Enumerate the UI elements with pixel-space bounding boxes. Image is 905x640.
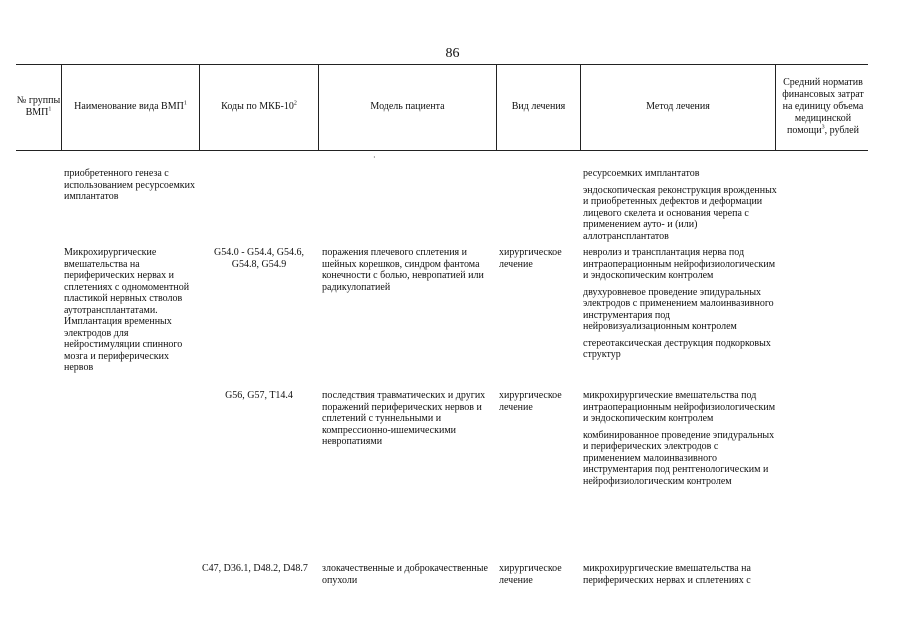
row2-patient-model: поражения плечевого сплетения и шейных корешков, синдром фантома конечности с болью, невропатией или радикулопатией: [322, 247, 484, 293]
header-cost-norm: Средний норматив финансовых затрат на единицу объема медицинской помощи$^3$, рублей: [782, 77, 864, 136]
row2-treatment-type: хирургическое лечение: [499, 247, 562, 270]
page-number: 86: [445, 46, 460, 61]
method-item: ресурсоемких имплантатов: [583, 168, 700, 179]
method-item: микрохирургические вмешательства под интраоперационным нейрофизиологическим и эндоскопическим контролем: [583, 390, 776, 424]
method-item: двухуровневое проведение эпидуральных электродов с применением малоинвазивного инструментария под нейровизуализационным контролем: [583, 286, 774, 332]
header-group-number: № группы ВМП$^1$: [16, 95, 61, 118]
row4-treatment-type: хирургическое лечение: [499, 563, 562, 586]
header-treatment-method: Метод лечения: [646, 101, 710, 112]
row3-icd-codes: G56, G57, T14.4: [225, 390, 293, 401]
row3-treatment-type: хирургическое лечение: [499, 390, 562, 413]
method-item: стереотаксическая деструкция подкорковых структур: [583, 337, 771, 360]
header-vmp-name: Наименование вида ВМП$^1$: [74, 100, 187, 112]
row2-icd-codes: G54.0 - G54.4, G54.6, G54.8, G54.9: [214, 247, 304, 270]
header-treatment-type: Вид лечения: [511, 101, 566, 112]
row4-methods: [583, 563, 777, 591]
row3-methods: [583, 390, 777, 492]
stray-mark: ·: [373, 153, 376, 162]
method-item: эндоскопическая реконструкция врожденных и приобретенных дефектов и деформации лицевого скелета и основания черепа с применением ауто- и (или) аллотрансплантатов: [583, 184, 777, 242]
header-icd-codes: Коды по МКБ-$10^2$: [221, 100, 297, 112]
row4-icd-codes: C47, D36.1, D48.2, D48.7: [202, 563, 308, 574]
row2-vmp-name: Микрохирургические вмешательства на периферических нервах и сплетениях с одномоментной пластикой нервных стволов аутотрансплантатами. Имплантация временных электродов для нейростимуляции спинного мозга и периферических нервов: [64, 247, 190, 373]
method-item: комбинированное проведение эпидуральных и периферических электродов с применением малоинвазивного инструментария под рентгенологическим и нейрофизиологическим контролем: [583, 429, 775, 487]
row2-methods: [583, 247, 777, 366]
table-header-bottom-border: [16, 150, 868, 151]
method-item: невролиз и трансплантация нерва под интраоперационным нейрофизиологическим и эндоскопическим контролем: [583, 247, 776, 281]
col-divider: [775, 64, 776, 151]
row1-methods: [583, 168, 777, 247]
row3-patient-model: последствия травматических и других поражений периферических нервов и сплетений с туннельными и компрессионно-ишемическими невропатиями: [322, 390, 486, 447]
header-patient-model: Модель пациента: [370, 101, 445, 112]
method-item: микрохирургические вмешательства на периферических нервах и сплетениях с: [583, 563, 751, 586]
row1-vmp-name: приобретенного генеза с использованием ресурсоемких имплантатов: [64, 168, 195, 202]
row4-patient-model: злокачественные и доброкачественные опухоли: [322, 563, 488, 586]
